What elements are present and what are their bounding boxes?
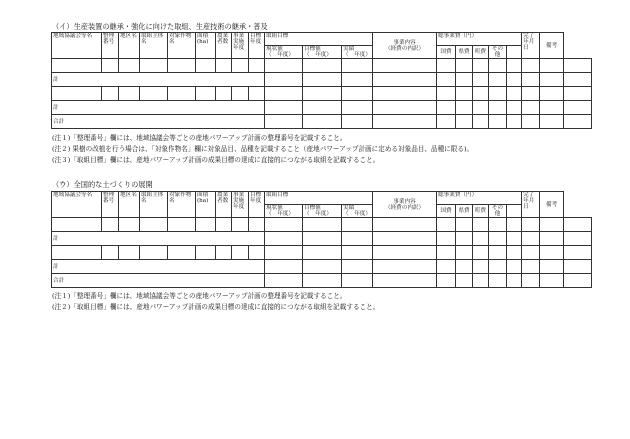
- hdr-region-council: 地域協議会等名: [52, 192, 102, 218]
- total-row: [52, 115, 592, 129]
- hdr-actual: [342, 205, 373, 218]
- hdr-area: 面積(ha): [196, 192, 216, 218]
- hdr-completion: 完了年月日: [522, 192, 540, 218]
- hdr-target-value-year: （ 年度）: [304, 211, 332, 218]
- hdr-actual-label: 実績: [343, 205, 355, 211]
- hdr-target-year: 目標年度: [249, 192, 265, 218]
- hdr-crop: 対象作物名: [168, 33, 196, 59]
- hdr-current-value-label: 現状値: [266, 46, 283, 52]
- note-i-2: (注２) 果樹の改植を行う場合は、「対象作物名」欄に対象品目、品種を記載すること（産地パワーアップ計画に定める対象品目、品種に限る)。: [52, 145, 474, 153]
- note-u-2: (注２)「取組目標」欄には、産地パワーアップ計画の成果目標の達成に直接的につながる取組を記載すること。: [52, 303, 380, 311]
- hdr-targets-group: 取組目標: [265, 33, 373, 46]
- hdr-project-content-sub: （経費の内訳）: [384, 45, 425, 52]
- hdr-other: その他: [489, 46, 507, 59]
- subtotal-label: 計: [52, 73, 265, 87]
- hdr-cost-extra: [507, 205, 522, 218]
- hdr-cost-group: 総事業費（円）: [437, 192, 522, 205]
- section-title-u: （ウ）全国的な土づくりの展開: [52, 180, 153, 189]
- hdr-target-value-label: 目標値: [304, 46, 321, 52]
- subtotal-row: [52, 232, 592, 246]
- hdr-target-value-year: （ 年度）: [304, 52, 332, 59]
- hdr-actual-label: 実績: [343, 46, 355, 52]
- hdr-current-value-year: （ 年度）: [266, 52, 294, 59]
- table-section-i: [51, 32, 592, 129]
- hdr-district: 地区名: [119, 192, 140, 218]
- hdr-project-content-sub: （経費の内訳）: [384, 204, 425, 211]
- hdr-prefectural: 県費: [456, 46, 473, 59]
- hdr-farmers: 農業者数: [216, 33, 232, 59]
- subtotal-label: 計: [52, 260, 265, 274]
- hdr-target-value-label: 目標値: [304, 205, 321, 211]
- hdr-project-content-main: 事業内容: [393, 198, 416, 205]
- hdr-municipal: 町費: [473, 46, 489, 59]
- table-section-u: [51, 191, 592, 288]
- hdr-target-value: [303, 46, 342, 59]
- hdr-current-value-year: （ 年度）: [266, 211, 294, 218]
- hdr-impl-year: 事業実施年度: [232, 33, 249, 59]
- table-row: [52, 246, 592, 260]
- hdr-targets-group: 取組目標: [265, 192, 373, 205]
- hdr-serial-no: 整理番号: [102, 192, 119, 218]
- hdr-municipal: 町費: [473, 205, 489, 218]
- total-label: 合計: [52, 274, 265, 288]
- hdr-current-value: [265, 205, 303, 218]
- hdr-actor: 取組主体名: [140, 33, 168, 59]
- subtotal-label: 計: [52, 101, 265, 115]
- subtotal-row: [52, 260, 592, 274]
- note-i-1: (注１)「整理番号」欄には、地域協議会等ごとの産地パワーアップ計画の整理番号を記載すること。: [52, 134, 347, 142]
- hdr-region-council: 地域協議会等名: [52, 33, 102, 59]
- hdr-area: 面積(ha): [196, 33, 216, 59]
- subtotal-row: [52, 73, 592, 87]
- hdr-target-year: 目標年度: [249, 33, 265, 59]
- hdr-other: その他: [489, 205, 507, 218]
- hdr-national: 国費: [437, 205, 456, 218]
- hdr-completion: 完了年月日: [522, 33, 540, 59]
- hdr-current-value-label: 現状値: [266, 205, 283, 211]
- hdr-farmers: 農業者数: [216, 192, 232, 218]
- hdr-project-content-main: 事業内容: [393, 39, 416, 46]
- hdr-remarks: 備考: [540, 33, 564, 59]
- hdr-cost-extra: [507, 46, 522, 59]
- note-u-1: (注１)「整理番号」欄には、地域協議会等ごとの産地パワーアップ計画の整理番号を記載すること。: [52, 292, 347, 300]
- section-title-i: （イ）生産装置の継承・強化に向けた取組、生産技術の継承・普及: [52, 22, 268, 31]
- subtotal-label: 計: [52, 232, 265, 246]
- hdr-crop: 対象作物名: [168, 192, 196, 218]
- hdr-national: 国費: [437, 46, 456, 59]
- hdr-target-value: [303, 205, 342, 218]
- hdr-actual-year: （ 年度）: [343, 211, 371, 218]
- note-i-3: (注３)「取組目標」欄には、産地パワーアップ計画の成果目標の達成に直接的につながる取組を記載すること。: [52, 156, 380, 164]
- hdr-actor: 取組主体名: [140, 192, 168, 218]
- subtotal-row: [52, 101, 592, 115]
- hdr-district: 地区名: [119, 33, 140, 59]
- hdr-serial-no: 整理番号: [102, 33, 119, 59]
- hdr-project-content: [373, 33, 437, 59]
- hdr-remarks: 備考: [540, 192, 564, 218]
- hdr-actual-year: （ 年度）: [343, 52, 371, 59]
- hdr-actual: [342, 46, 373, 59]
- hdr-cost-group: 総事業費（円）: [437, 33, 522, 46]
- total-label: 合計: [52, 115, 265, 129]
- table-row: [52, 59, 592, 73]
- hdr-prefectural: 県費: [456, 205, 473, 218]
- hdr-impl-year: 事業実施年度: [232, 192, 249, 218]
- table-row: [52, 218, 592, 232]
- hdr-project-content: [373, 192, 437, 218]
- hdr-current-value: [265, 46, 303, 59]
- total-row: [52, 274, 592, 288]
- table-row: [52, 87, 592, 101]
